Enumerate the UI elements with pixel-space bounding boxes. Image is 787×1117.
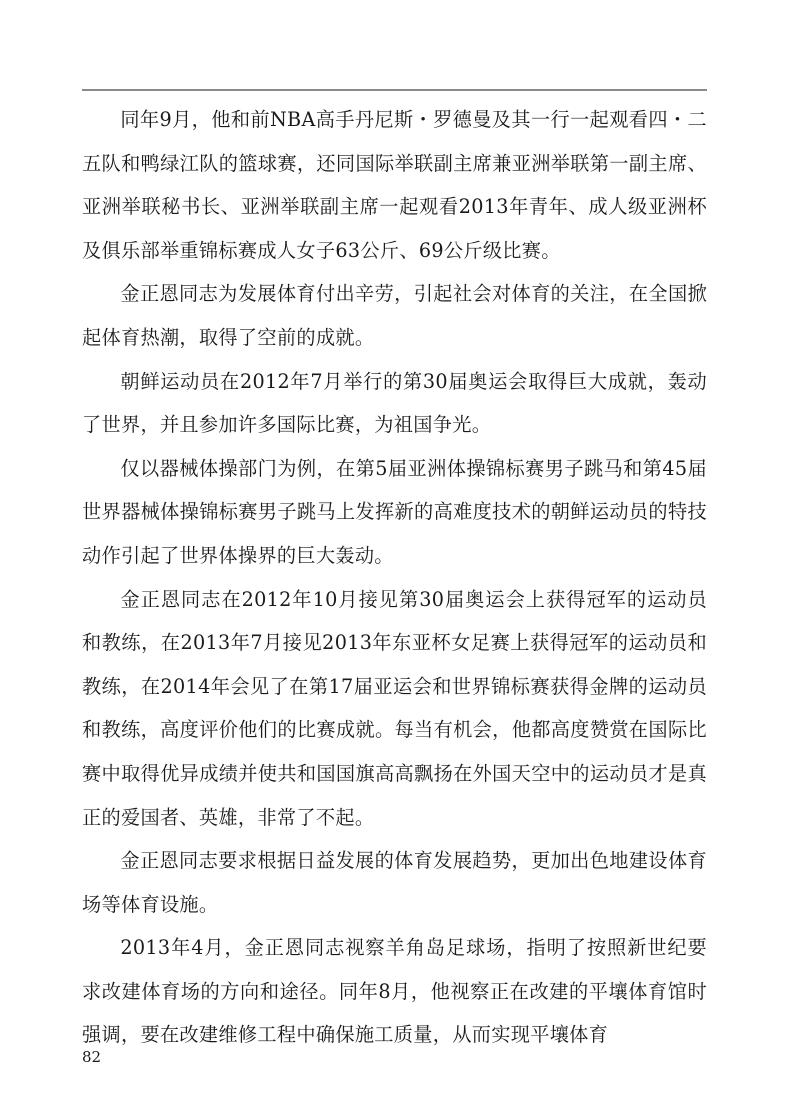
paragraph: 金正恩同志为发展体育付出辛劳，引起社会对体育的关注，在全国掀起体育热潮，取得了空前的成就。 xyxy=(82,282,707,349)
page-body xyxy=(82,98,707,1057)
paragraph: 2013年4月，金正恩同志视察羊角岛足球场，指明了按照新世纪要求改建体育场的方向和途径。同年8月，他视察正在改建的平壤体育馆时强调，要在改建维修工程中确保施工质量，从而实现平壤体育 xyxy=(82,936,707,1047)
paragraph: 同年9月，他和前NBA高手丹尼斯・罗德曼及其一行一起观看四・二五队和鸭绿江队的篮球赛，还同国际举联副主席兼亚洲举联第一副主席、亚洲举联秘书长、亚洲举联副主席一起观看2013年青年、成人级亚洲杯及俱乐部举重锦标赛成人女子63公斤、69公斤级比赛。 xyxy=(82,108,707,262)
header-rule xyxy=(82,89,707,91)
paragraph: 金正恩同志在2012年10月接见第30届奥运会上获得冠军的运动员和教练，在2013年7月接见2013年东亚杯女足赛上获得冠军的运动员和教练，在2014年会见了在第17届亚运会和世界锦标赛获得金牌的运动员和教练，高度评价他们的比赛成就。每当有机会，他都高度赞赏在国际比赛中取得优异成绩并使共和国国旗高高飘扬在外国天空中的运动员才是真正的爱国者、英雄，非常了不起。 xyxy=(82,587,707,829)
paragraph: 金正恩同志要求根据日益发展的体育发展趋势，更加出色地建设体育场等体育设施。 xyxy=(82,849,707,916)
paragraph: 朝鲜运动员在2012年7月举行的第30届奥运会取得巨大成就，轰动了世界，并且参加许多国际比赛，为祖国争光。 xyxy=(82,369,707,437)
page-number: 82 xyxy=(82,1048,102,1066)
paragraph: 仅以器械体操部门为例，在第5届亚洲体操锦标赛男子跳马和第45届世界器械体操锦标赛男子跳马上发挥新的高难度技术的朝鲜运动员的特技动作引起了世界体操界的巨大轰动。 xyxy=(82,456,707,567)
